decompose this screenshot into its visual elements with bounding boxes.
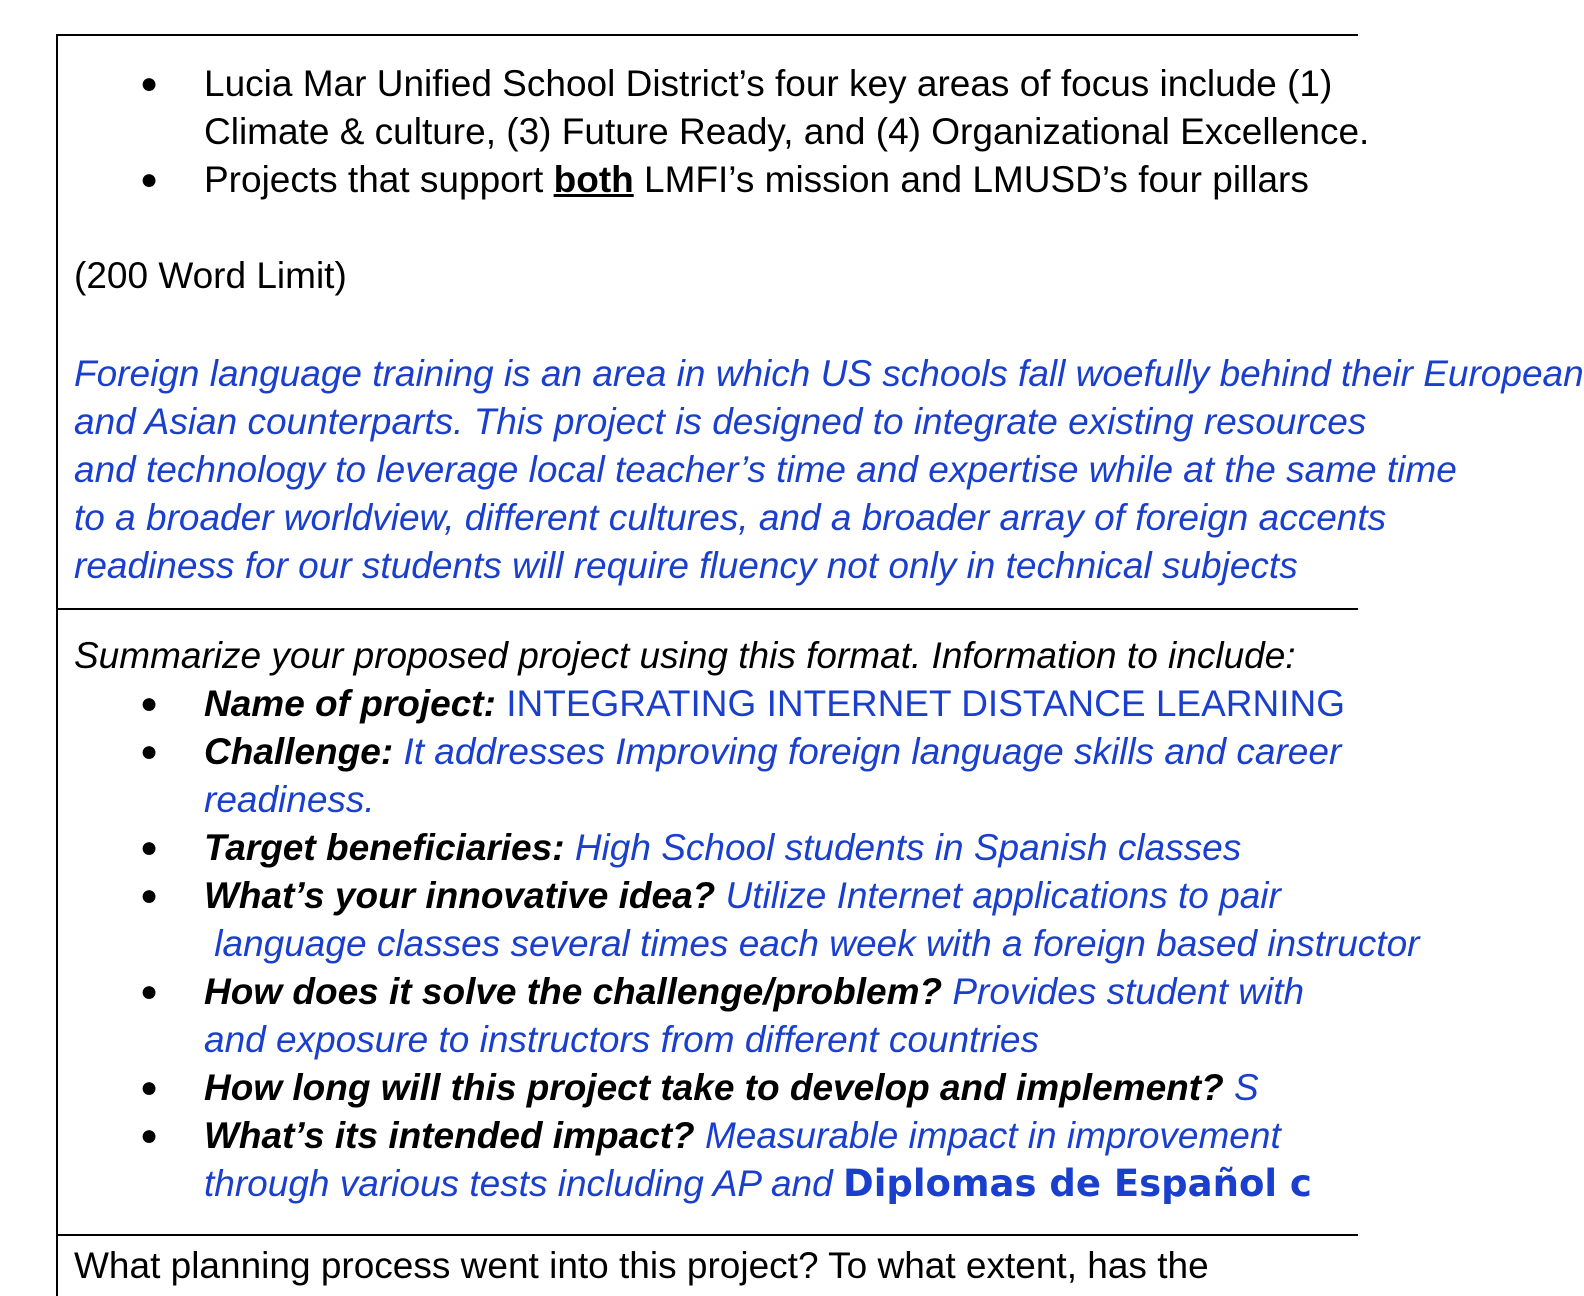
bullet-icon: ●	[140, 879, 159, 912]
bullet-icon: ●	[140, 831, 159, 864]
focus-bullet-1-line-1: Lucia Mar Unified School District’s four key areas of focus include (1)	[204, 63, 1333, 104]
bullet-icon: ●	[140, 735, 159, 768]
item-value: It addresses Improving foreign language skills and career	[403, 731, 1342, 772]
item-label: How long will this project take to develop and implement?	[204, 1067, 1234, 1108]
item-value: High School students in Spanish classes	[574, 827, 1242, 868]
item-label: What’s its intended impact?	[204, 1115, 705, 1156]
bullet-icon: ●	[140, 163, 159, 196]
word-limit-label: (200 Word Limit)	[74, 255, 347, 296]
summary-item-timeline	[204, 1064, 1259, 1112]
bullet-icon: ●	[140, 975, 159, 1008]
focus-bullet-2-suffix: LMFI’s mission and LMUSD’s four pillars	[633, 159, 1309, 200]
item-value: S	[1233, 1067, 1259, 1108]
item-value: INTEGRATING INTERNET DISTANCE LEARNING	[506, 683, 1345, 724]
answer-line: readiness for our students will require fluency not only in technical subjects	[74, 545, 1298, 586]
answer-line: and technology to leverage local teacher’s time and expertise while at the same time	[74, 449, 1457, 490]
form-table	[56, 34, 1584, 1296]
bullet-icon: ●	[140, 67, 159, 100]
item-label: Name of project:	[204, 683, 507, 724]
item-label: How does it solve the challenge/problem?	[204, 971, 953, 1012]
item-value-continued	[204, 1160, 1312, 1208]
bullet-icon: ●	[140, 1071, 159, 1104]
summary-item-target-beneficiaries	[204, 824, 1241, 872]
bullet-icon: ●	[140, 1119, 159, 1152]
next-question-text: What planning process went into this project? To what extent, has the	[74, 1245, 1209, 1286]
summary-intro: Summarize your proposed project using this format. Information to include:	[74, 635, 1296, 676]
summary-item-name-of-project	[204, 680, 1345, 728]
answer-line: to a broader worldview, different cultures, and a broader array of foreign accents	[74, 497, 1387, 538]
summary-cell	[58, 610, 1420, 1236]
item-label: What’s your innovative idea?	[204, 875, 726, 916]
item-value: Utilize Internet applications to pair	[725, 875, 1281, 916]
item-value-continued: and exposure to instructors from different countries	[204, 1019, 1039, 1060]
bullet-icon: ●	[140, 687, 159, 720]
summary-item-intended-impact	[204, 1112, 1281, 1160]
focus-bullet-1-line-2: Climate & culture, (3) Future Ready, and (4) Organizational Excellence.	[204, 111, 1370, 152]
focus-bullet-2-emphasis: both	[553, 159, 634, 200]
item-label: Challenge:	[204, 731, 404, 772]
focus-answer-cell	[58, 36, 1584, 610]
summary-item-challenge	[204, 728, 1341, 776]
item-value-emphasis: Diplomas de Español c	[842, 1162, 1312, 1205]
item-label: Target beneficiaries:	[204, 827, 575, 868]
focus-bullet-2-prefix: Projects that support	[204, 159, 554, 200]
summary-item-solves-challenge	[204, 968, 1304, 1016]
next-question-cell	[58, 1236, 1358, 1296]
answer-line: Foreign language training is an area in which US schools fall woefully behind their European	[74, 353, 1584, 394]
item-value: Measurable impact in improvement	[704, 1115, 1281, 1156]
item-value-continued: readiness.	[204, 779, 375, 820]
item-value-continued: language classes several times each week with a foreign based instructor	[204, 923, 1420, 964]
summary-item-innovative-idea	[204, 872, 1281, 920]
answer-line: and Asian counterparts. This project is designed to integrate existing resources	[74, 401, 1367, 442]
item-value-text: through various tests including AP and	[204, 1163, 843, 1204]
item-value: Provides student with	[952, 971, 1305, 1012]
focus-bullet-2	[204, 156, 1309, 204]
